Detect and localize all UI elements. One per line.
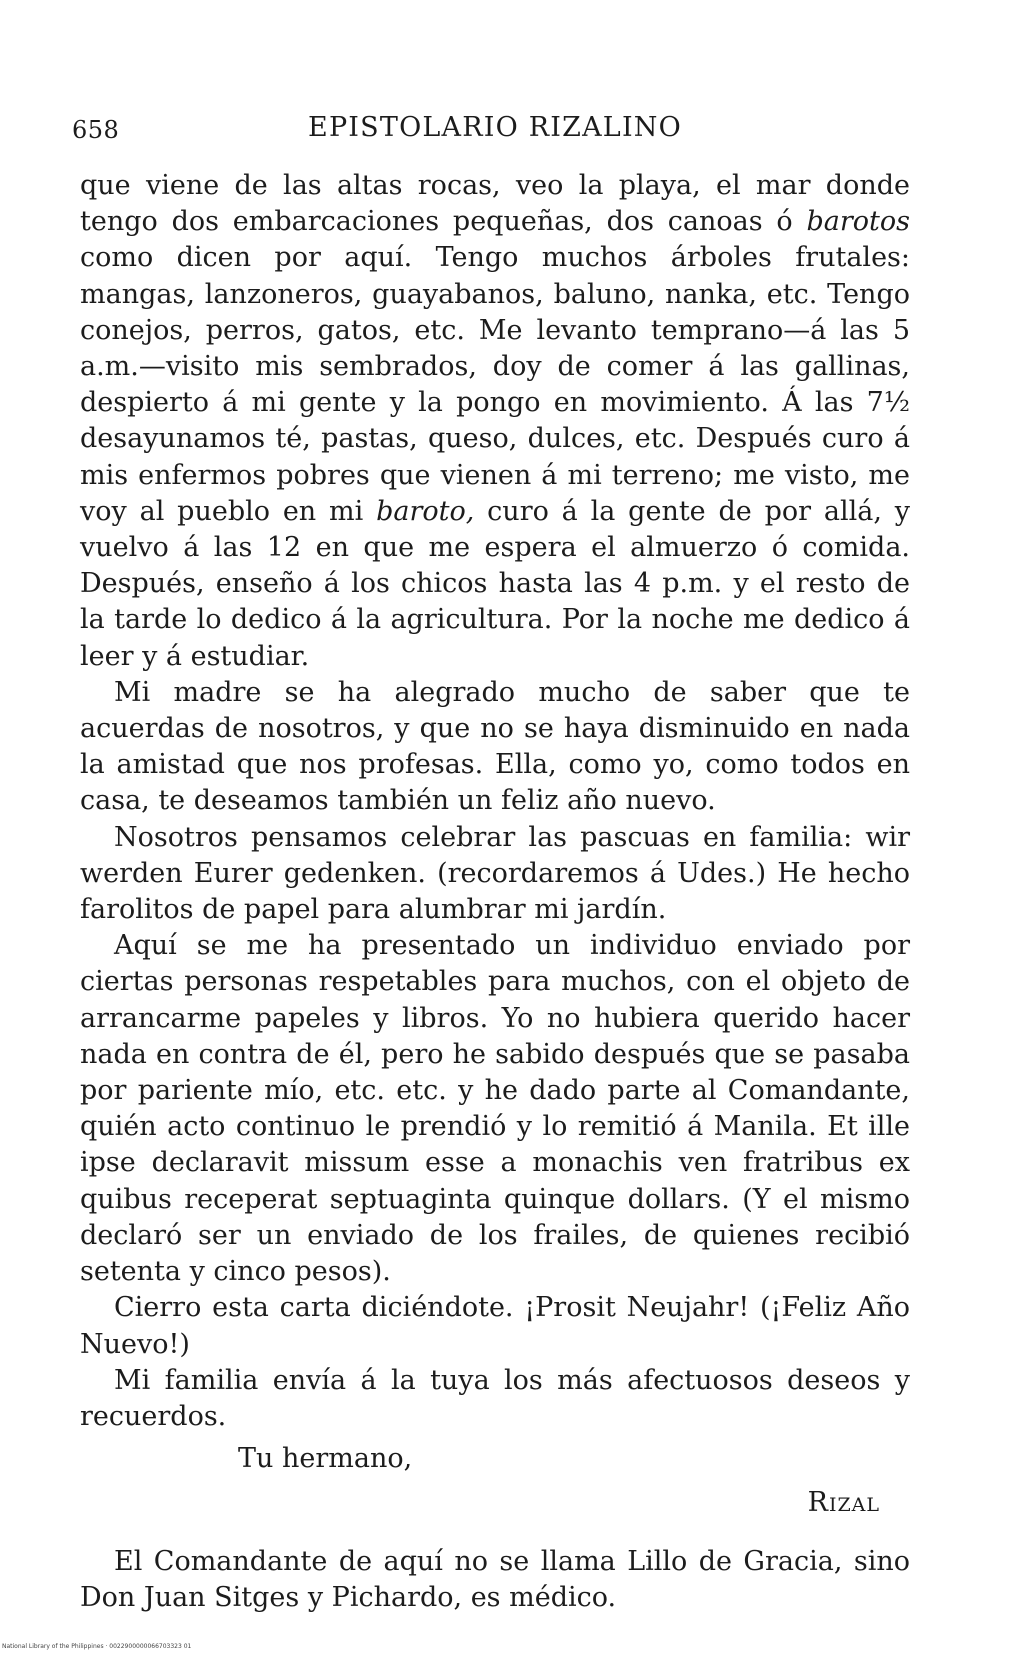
paragraph: Mi familia envía á la tuya los más afectuosos deseos y recuerdos.	[80, 1364, 910, 1432]
paragraph-text: curo á la gente de por allá, y vuelvo á las 12 en que me espera el almuerzo ó comida. Después, enseño á los chicos hasta las 4 p.m. y el resto de la tarde lo dedico á la agricultura. Por la noche me dedico á leer y á estudiar.	[80, 495, 911, 672]
paragraph: Nosotros pensamos celebrar las pascuas en familia: wir werden Eurer gedenken. (recordaremos á Udes.) He hecho farolitos de papel para alumbrar mi jardín.	[80, 821, 910, 926]
italic-word: baroto,	[376, 495, 475, 527]
postscript: El Comandante de aquí no se llama Lillo de Gracia, sino Don Juan Sitges y Pichardo, es médico.	[80, 1545, 910, 1613]
signature: Rizal	[807, 1487, 880, 1519]
running-title: EPISTOLARIO RIZALINO	[308, 112, 682, 143]
paragraph-text: como dicen por aquí. Tengo muchos árboles frutales: mangas, lanzoneros, guayabanos, baluno, nanka, etc. Tengo conejos, perros, gatos, etc. Me levanto temprano—á las 5 a.m.—visito mis sembrados, doy de comer á las gallinas, despierto á mi gente y la pongo en movimiento. Á las 7½ desayunamos té, pastas, queso, dulces, etc. Después curo á mis enfermos pobres que vienen á mi terreno; me visto, me voy al pueblo en mi	[80, 242, 910, 527]
page-header	[72, 112, 918, 152]
scan-footer-note: National Library of the Philippines · 0022900000066703323 01	[2, 1643, 192, 1650]
paragraph: Mi madre se ha alegrado mucho de saber que te acuerdas de nosotros, y que no se haya disminuido en nada la amistad que nos profesas. Ella, como yo, como todos en casa, te deseamos también un feliz año nuevo.	[80, 676, 910, 817]
italic-word: barotos	[806, 206, 910, 238]
paragraph: Cierro esta carta diciéndote. ¡Prosit Neujahr! (¡Feliz Año Nuevo!)	[80, 1292, 910, 1360]
paragraph-text: que viene de las altas rocas, veo la playa, el mar donde tengo dos embarcaciones pequeñas, dos canoas ó	[80, 170, 910, 238]
page-number: 658	[72, 116, 120, 144]
closing-salutation: Tu hermano,	[238, 1443, 413, 1475]
paragraph-continued	[80, 168, 910, 675]
paragraph: Aquí se me ha presentado un individuo enviado por ciertas personas respetables para muchos, con el objeto de arrancarme papeles y libros. Yo no hubiera querido hacer nada en contra de él, pero he sabido después que se pasaba por pariente mío, etc. etc. y he dado parte al Comandante, quién acto continuo le prendió y lo remitió á Manila. Et ille ipse declaravit missum esse a monachis ven fratribus ex quibus receperat septuaginta quinque dollars. (Y el mismo declaró ser un enviado de los frailes, de quienes recibió setenta y cinco pesos).	[80, 930, 910, 1288]
letter-body	[80, 168, 910, 1616]
